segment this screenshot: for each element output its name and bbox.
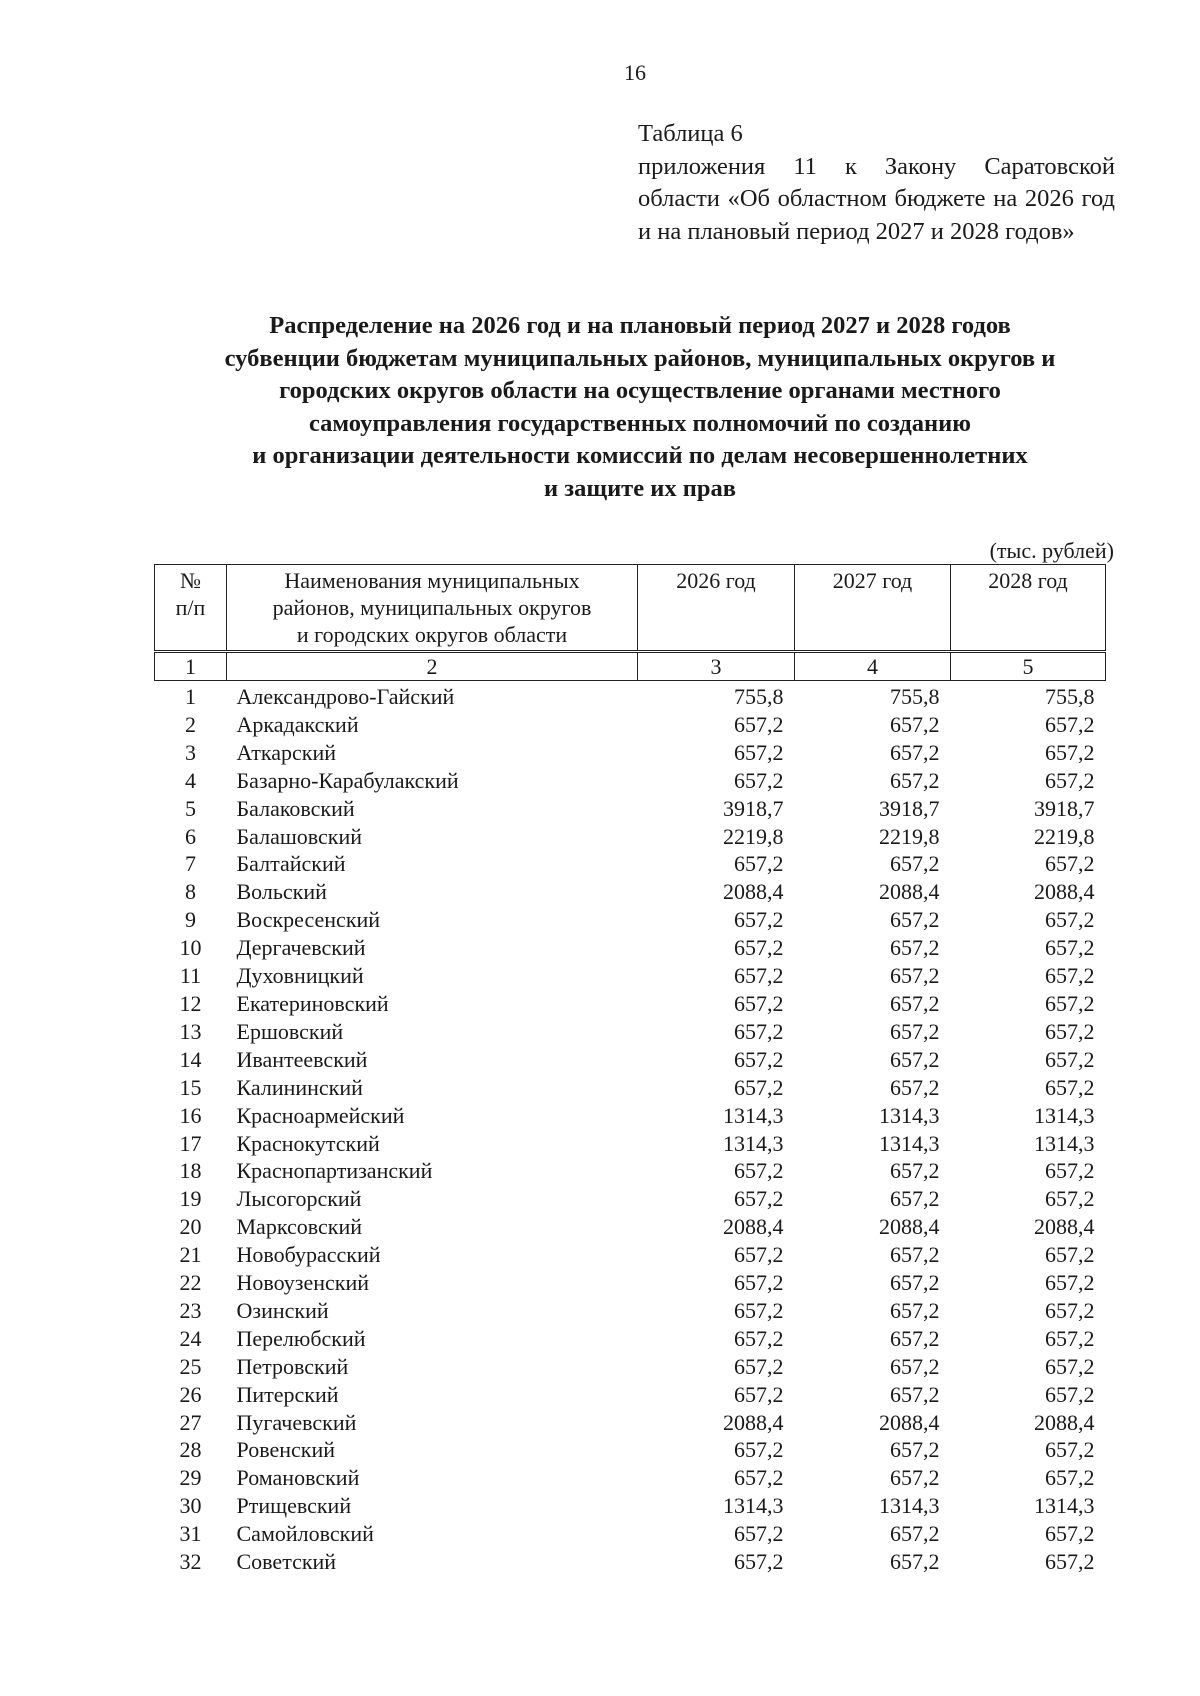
header-municipality-line: Наименования муниципальных	[284, 568, 580, 593]
row-number: 2	[185, 711, 196, 737]
value-2027: 657,2	[890, 1465, 940, 1491]
column-number: 4	[795, 652, 951, 681]
value-2027: 657,2	[890, 935, 940, 961]
row-number: 12	[179, 990, 202, 1016]
row-number: 3	[185, 739, 196, 765]
header-municipality-line: районов, муниципальных округов	[272, 595, 592, 620]
value-2028: 657,2	[1045, 990, 1095, 1016]
value-2026: 657,2	[734, 1242, 784, 1268]
title-line: самоуправления государственных полномочий по созданию	[309, 409, 971, 437]
municipality-name: Балаковский	[236, 795, 355, 821]
municipality-name: Самойловский	[236, 1521, 374, 1547]
municipality-name: Перелюбский	[236, 1325, 366, 1351]
value-2027: 755,8	[890, 684, 940, 709]
municipality-name: Новобурасский	[236, 1242, 381, 1268]
value-2028: 657,2	[1045, 935, 1095, 961]
value-2028: 657,2	[1045, 1046, 1095, 1072]
annex-table-label: Таблица 6	[638, 120, 743, 147]
value-2026: 3918,7	[723, 795, 784, 821]
value-2026: 657,2	[734, 1381, 784, 1407]
value-2027: 657,2	[890, 1018, 940, 1044]
value-2028: 657,2	[1045, 1353, 1095, 1379]
table-row	[155, 1297, 1106, 1325]
column-number: 2	[227, 652, 638, 681]
municipality-name: Александрово-Гайский	[236, 684, 455, 709]
value-2028: 657,2	[1045, 1521, 1095, 1547]
table-row	[155, 850, 1106, 878]
value-2026: 657,2	[734, 1297, 784, 1323]
value-2028: 657,2	[1045, 1465, 1095, 1491]
row-number: 25	[179, 1353, 202, 1379]
value-2027: 657,2	[890, 1270, 940, 1296]
value-2026: 657,2	[734, 1270, 784, 1296]
municipality-name: Пугачевский	[236, 1409, 357, 1435]
value-2027: 657,2	[890, 1381, 940, 1407]
header-municipality-line: и городских округов области	[296, 622, 568, 647]
document-title	[150, 310, 1130, 505]
table-row	[155, 1464, 1106, 1492]
value-2027: 657,2	[890, 1297, 940, 1323]
value-2028: 657,2	[1045, 767, 1095, 793]
value-2028: 657,2	[1045, 1018, 1095, 1044]
value-2028: 2088,4	[1034, 1409, 1095, 1435]
municipality-name: Екатериновский	[236, 990, 389, 1016]
value-2028: 2088,4	[1034, 1214, 1095, 1240]
table-row	[155, 1269, 1106, 1297]
table-row	[155, 1074, 1106, 1102]
row-number: 8	[185, 879, 196, 905]
value-2026: 2219,8	[723, 823, 784, 849]
value-2027: 657,2	[890, 767, 940, 793]
value-2027: 2088,4	[879, 879, 940, 905]
table-row	[155, 739, 1106, 767]
municipality-name: Аркадакский	[236, 711, 359, 737]
header-number-line: п/п	[175, 595, 206, 620]
municipality-name: Романовский	[236, 1465, 360, 1491]
table-row	[155, 1185, 1106, 1213]
value-2027: 657,2	[890, 1074, 940, 1100]
table-row	[155, 1046, 1106, 1074]
column-number-row	[155, 652, 1106, 681]
table-row	[155, 1436, 1106, 1464]
table-row	[155, 878, 1106, 906]
municipality-name: Базарно-Карабулакский	[236, 767, 459, 793]
table-row	[155, 767, 1106, 795]
table-row	[155, 1520, 1106, 1548]
municipality-name: Ивантеевский	[236, 1046, 368, 1072]
row-number: 17	[179, 1130, 202, 1156]
row-number: 1	[185, 684, 196, 709]
row-number: 7	[185, 851, 196, 877]
value-2026: 2088,4	[723, 879, 784, 905]
value-2027: 657,2	[890, 1242, 940, 1268]
value-2026: 657,2	[734, 1465, 784, 1491]
value-2028: 657,2	[1045, 1242, 1095, 1268]
municipality-name: Дергачевский	[236, 935, 366, 961]
value-2028: 3918,7	[1034, 795, 1095, 821]
value-2026: 1314,3	[723, 1130, 784, 1156]
value-2026: 657,2	[734, 1158, 784, 1184]
value-2027: 657,2	[890, 1353, 940, 1379]
value-2028: 657,2	[1045, 1297, 1095, 1323]
municipality-name: Аткарский	[236, 739, 337, 765]
row-number: 30	[179, 1493, 202, 1519]
value-2028: 657,2	[1045, 1325, 1095, 1351]
table-header-row	[155, 565, 1106, 652]
value-2027: 2088,4	[879, 1409, 940, 1435]
row-number: 11	[179, 963, 202, 989]
table-row	[155, 1492, 1106, 1520]
value-2027: 657,2	[890, 1046, 940, 1072]
value-2028: 1314,3	[1034, 1493, 1095, 1519]
value-2026: 2088,4	[723, 1409, 784, 1435]
municipality-name: Питерский	[236, 1381, 339, 1407]
value-2028: 657,2	[1045, 907, 1095, 933]
row-number: 10	[179, 935, 202, 961]
table-row	[155, 1130, 1106, 1158]
municipality-name: Балтайский	[236, 851, 346, 877]
header-year-2028: 2028 год	[951, 565, 1106, 652]
municipality-name: Озинский	[236, 1297, 329, 1323]
value-2026: 657,2	[734, 1046, 784, 1072]
value-2027: 1314,3	[879, 1493, 940, 1519]
value-2027: 657,2	[890, 1186, 940, 1212]
row-number: 31	[179, 1521, 202, 1547]
value-2028: 657,2	[1045, 711, 1095, 737]
value-2026: 657,2	[734, 1437, 784, 1463]
municipality-name: Вольский	[236, 879, 327, 905]
value-2028: 657,2	[1045, 1074, 1095, 1100]
value-2026: 657,2	[734, 907, 784, 933]
value-2027: 2219,8	[879, 823, 940, 849]
value-2027: 657,2	[890, 1325, 940, 1351]
value-2027: 657,2	[890, 1549, 940, 1575]
column-number: 1	[155, 652, 227, 681]
title-line: и организации деятельности комиссий по делам несовершеннолетних	[252, 442, 1028, 469]
value-2028: 657,2	[1045, 1270, 1095, 1296]
table-row	[155, 906, 1106, 934]
municipality-name: Ртищевский	[236, 1493, 352, 1519]
table-row	[155, 990, 1106, 1018]
municipality-name: Марксовский	[236, 1214, 362, 1240]
value-2028: 657,2	[1045, 1158, 1095, 1184]
table-row	[155, 795, 1106, 823]
value-2028: 657,2	[1045, 963, 1095, 989]
table-row	[155, 1157, 1106, 1185]
value-2028: 1314,3	[1034, 1102, 1095, 1128]
table-row	[155, 823, 1106, 851]
row-number: 22	[179, 1270, 202, 1296]
title-line: городских округов области на осуществление органами местного	[279, 377, 1001, 404]
page-number: 16	[624, 60, 646, 85]
value-2026: 657,2	[734, 990, 784, 1016]
annex-reference	[638, 118, 1115, 248]
table-row	[155, 1381, 1106, 1409]
municipality-name: Балашовский	[236, 823, 363, 849]
table-row	[155, 934, 1106, 962]
value-2026: 1314,3	[723, 1102, 784, 1128]
header-year-2026: 2026 год	[638, 565, 795, 652]
table-row	[155, 1353, 1106, 1381]
value-2027: 2088,4	[879, 1214, 940, 1240]
header-year-2027: 2027 год	[795, 565, 951, 652]
table-row	[155, 1325, 1106, 1353]
value-2026: 1314,3	[723, 1493, 784, 1519]
value-2028: 657,2	[1045, 851, 1095, 877]
municipality-name: Ершовский	[236, 1018, 344, 1044]
row-number: 29	[179, 1465, 202, 1491]
row-number: 23	[179, 1297, 202, 1323]
table-row	[155, 1102, 1106, 1130]
row-number: 13	[179, 1018, 202, 1044]
municipality-name: Краснопартизанский	[236, 1158, 433, 1184]
value-2027: 657,2	[890, 711, 940, 737]
row-number: 32	[179, 1549, 202, 1575]
row-number: 26	[179, 1381, 202, 1407]
row-number: 24	[179, 1325, 202, 1351]
value-2027: 657,2	[890, 851, 940, 877]
municipality-name: Советский	[236, 1549, 337, 1575]
row-number: 15	[179, 1074, 202, 1100]
row-number: 14	[179, 1046, 202, 1072]
value-2027: 657,2	[890, 739, 940, 765]
table-row	[155, 1409, 1106, 1437]
title-line: субвенции бюджетам муниципальных районов, муниципальных округов и	[224, 344, 1056, 372]
value-2026: 657,2	[734, 963, 784, 989]
municipality-name: Калининский	[236, 1074, 363, 1100]
title-line: и защите их прав	[544, 474, 736, 502]
value-2027: 657,2	[890, 990, 940, 1016]
value-2026: 657,2	[734, 1074, 784, 1100]
row-number: 9	[185, 907, 196, 933]
table-row	[155, 962, 1106, 990]
value-2026: 657,2	[734, 1549, 784, 1575]
value-2028: 1314,3	[1034, 1130, 1095, 1156]
row-number: 27	[179, 1409, 202, 1435]
table-row	[155, 711, 1106, 739]
value-2028: 657,2	[1045, 739, 1095, 765]
table-row	[155, 1213, 1106, 1241]
table-row	[155, 1548, 1106, 1576]
municipality-name: Петровский	[236, 1353, 349, 1379]
value-2027: 657,2	[890, 1437, 940, 1463]
column-number: 3	[638, 652, 795, 681]
value-2026: 657,2	[734, 1521, 784, 1547]
title-line: Распределение на 2026 год и на плановый период 2027 и 2028 годов	[269, 312, 1011, 339]
header-number	[155, 565, 227, 652]
value-2027: 1314,3	[879, 1130, 940, 1156]
municipality-name: Красноармейский	[236, 1102, 405, 1128]
value-2026: 657,2	[734, 1018, 784, 1044]
value-2026: 657,2	[734, 739, 784, 765]
row-number: 6	[185, 823, 196, 849]
row-number: 19	[179, 1186, 202, 1212]
header-number-line: №	[180, 568, 201, 593]
header-municipality	[227, 565, 638, 652]
row-number: 5	[185, 795, 196, 821]
value-2026: 657,2	[734, 711, 784, 737]
value-2027: 657,2	[890, 963, 940, 989]
value-2026: 657,2	[734, 935, 784, 961]
row-number: 20	[179, 1214, 202, 1240]
row-number: 18	[179, 1158, 202, 1184]
subvention-table	[154, 564, 1106, 1576]
value-2026: 657,2	[734, 767, 784, 793]
value-2028: 657,2	[1045, 1437, 1095, 1463]
column-number: 5	[951, 652, 1106, 681]
value-2026: 657,2	[734, 1325, 784, 1351]
value-2028: 2219,8	[1034, 823, 1095, 849]
municipality-name: Новоузенский	[236, 1270, 370, 1296]
value-2028: 657,2	[1045, 1549, 1095, 1575]
municipality-name: Духовницкий	[236, 963, 364, 989]
value-2026: 657,2	[734, 851, 784, 877]
value-2026: 2088,4	[723, 1214, 784, 1240]
table-row	[155, 681, 1106, 711]
value-2027: 657,2	[890, 1158, 940, 1184]
row-number: 28	[179, 1437, 202, 1463]
value-2027: 1314,3	[879, 1102, 940, 1128]
municipality-name: Воскресенский	[236, 907, 381, 933]
municipality-name: Краснокутский	[236, 1130, 380, 1156]
municipality-name: Лысогорский	[236, 1186, 362, 1212]
value-2027: 3918,7	[879, 795, 940, 821]
table-body	[155, 681, 1106, 1577]
value-2026: 755,8	[734, 684, 784, 709]
value-2027: 657,2	[890, 907, 940, 933]
value-2027: 657,2	[890, 1521, 940, 1547]
municipality-name: Ровенский	[236, 1437, 335, 1463]
table-row	[155, 1241, 1106, 1269]
row-number: 4	[185, 767, 196, 793]
value-2028: 657,2	[1045, 1186, 1095, 1212]
value-2028: 2088,4	[1034, 879, 1095, 905]
units-label: (тыс. рублей)	[989, 538, 1114, 563]
value-2026: 657,2	[734, 1353, 784, 1379]
row-number: 16	[179, 1102, 202, 1128]
value-2028: 755,8	[1045, 684, 1095, 709]
table-row	[155, 1018, 1106, 1046]
value-2028: 657,2	[1045, 1381, 1095, 1407]
value-2026: 657,2	[734, 1186, 784, 1212]
row-number: 21	[179, 1242, 202, 1268]
annex-law-reference: приложения 11 к Закону Саратовской области «Об областном бюджете на 2026 год и на плановый период 2027 и 2028 годов»	[638, 152, 1115, 245]
